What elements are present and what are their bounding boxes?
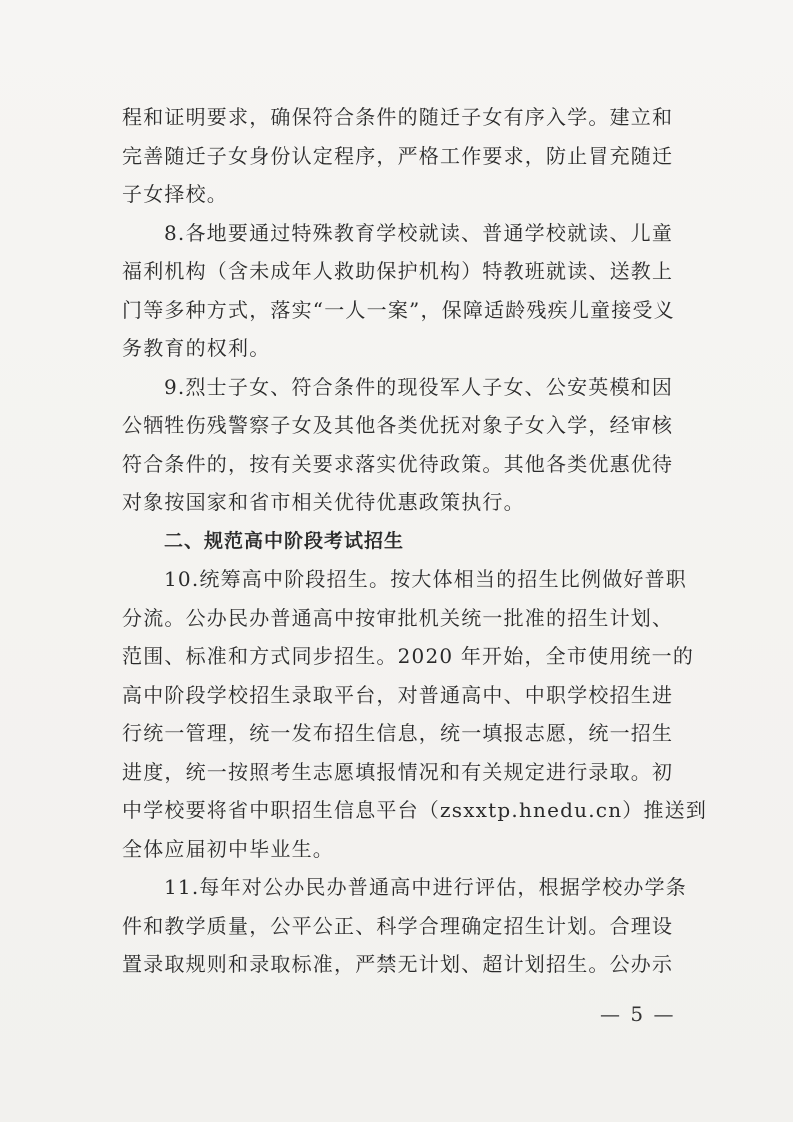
paragraph-8-start: 8.各地要通过特殊教育学校就读、普通学校就读、儿童 [164,220,674,245]
text-line: 福利机构（含未成年人救助保护机构）特教班就读、送教上 [122,259,674,283]
paragraph-11-start: 11.每年对公办民办普通高中进行评估，根据学校办学条 [164,875,688,899]
text-line: 进度，统一按照考生志愿填报情况和有关规定进行录取。初 [122,759,674,784]
text-line: 符合条件的，按有关要求落实优待政策。其他各类优惠优待 [122,451,674,476]
text-line: 行统一管理，统一发布招生信息，统一填报志愿，统一招生 [122,721,674,745]
paragraph-9-start: 9.烈士子女、符合条件的现役军人子女、公安英模和因 [164,374,674,399]
text-line: 范围、标准和方式同步招生。2020 年开始，全市使用统一的 [122,644,695,668]
text-line: 门等多种方式，落实“一人一案”，保障适龄残疾儿童接受义 [122,297,675,322]
text-line: 完善随迁子女身份认定程序，严格工作要求，防止冒充随迁 [122,143,674,168]
text-line: 子女择校。 [122,182,228,206]
text-line: 置录取规则和录取标准，严禁无计划、超计划招生。公办示 [122,952,674,976]
text-line: 高中阶段学校招生录取平台，对普通高中、中职学校招生进 [122,682,674,707]
document-body [122,98,708,984]
section-heading: 二、规范高中阶段考试招生 [164,529,405,552]
text-line: 分流。公办民办普通高中按审批机关统一批准的招生计划、 [122,605,674,630]
text-line: 对象按国家和省市相关优待优惠政策执行。 [122,490,525,514]
text-line: 件和教学质量，公平公正、科学合理确定招生计划。合理设 [122,913,674,938]
page-number: — 5 — [600,1002,676,1026]
paragraph-10-start: 10.统筹高中阶段招生。按大体相当的招生比例做好普职 [164,567,688,591]
text-line: 中学校要将省中职招生信息平台（zsxxtp.hnedu.cn）推送到 [122,798,708,822]
text-line: 务教育的权利。 [122,336,271,360]
text-line: 公牺牲伤残警察子女及其他各类优抚对象子女入学，经审核 [122,413,674,437]
text-line: 程和证明要求，确保符合条件的随迁子女有序入学。建立和 [122,105,674,129]
text-line: 全体应届初中毕业生。 [122,836,334,861]
